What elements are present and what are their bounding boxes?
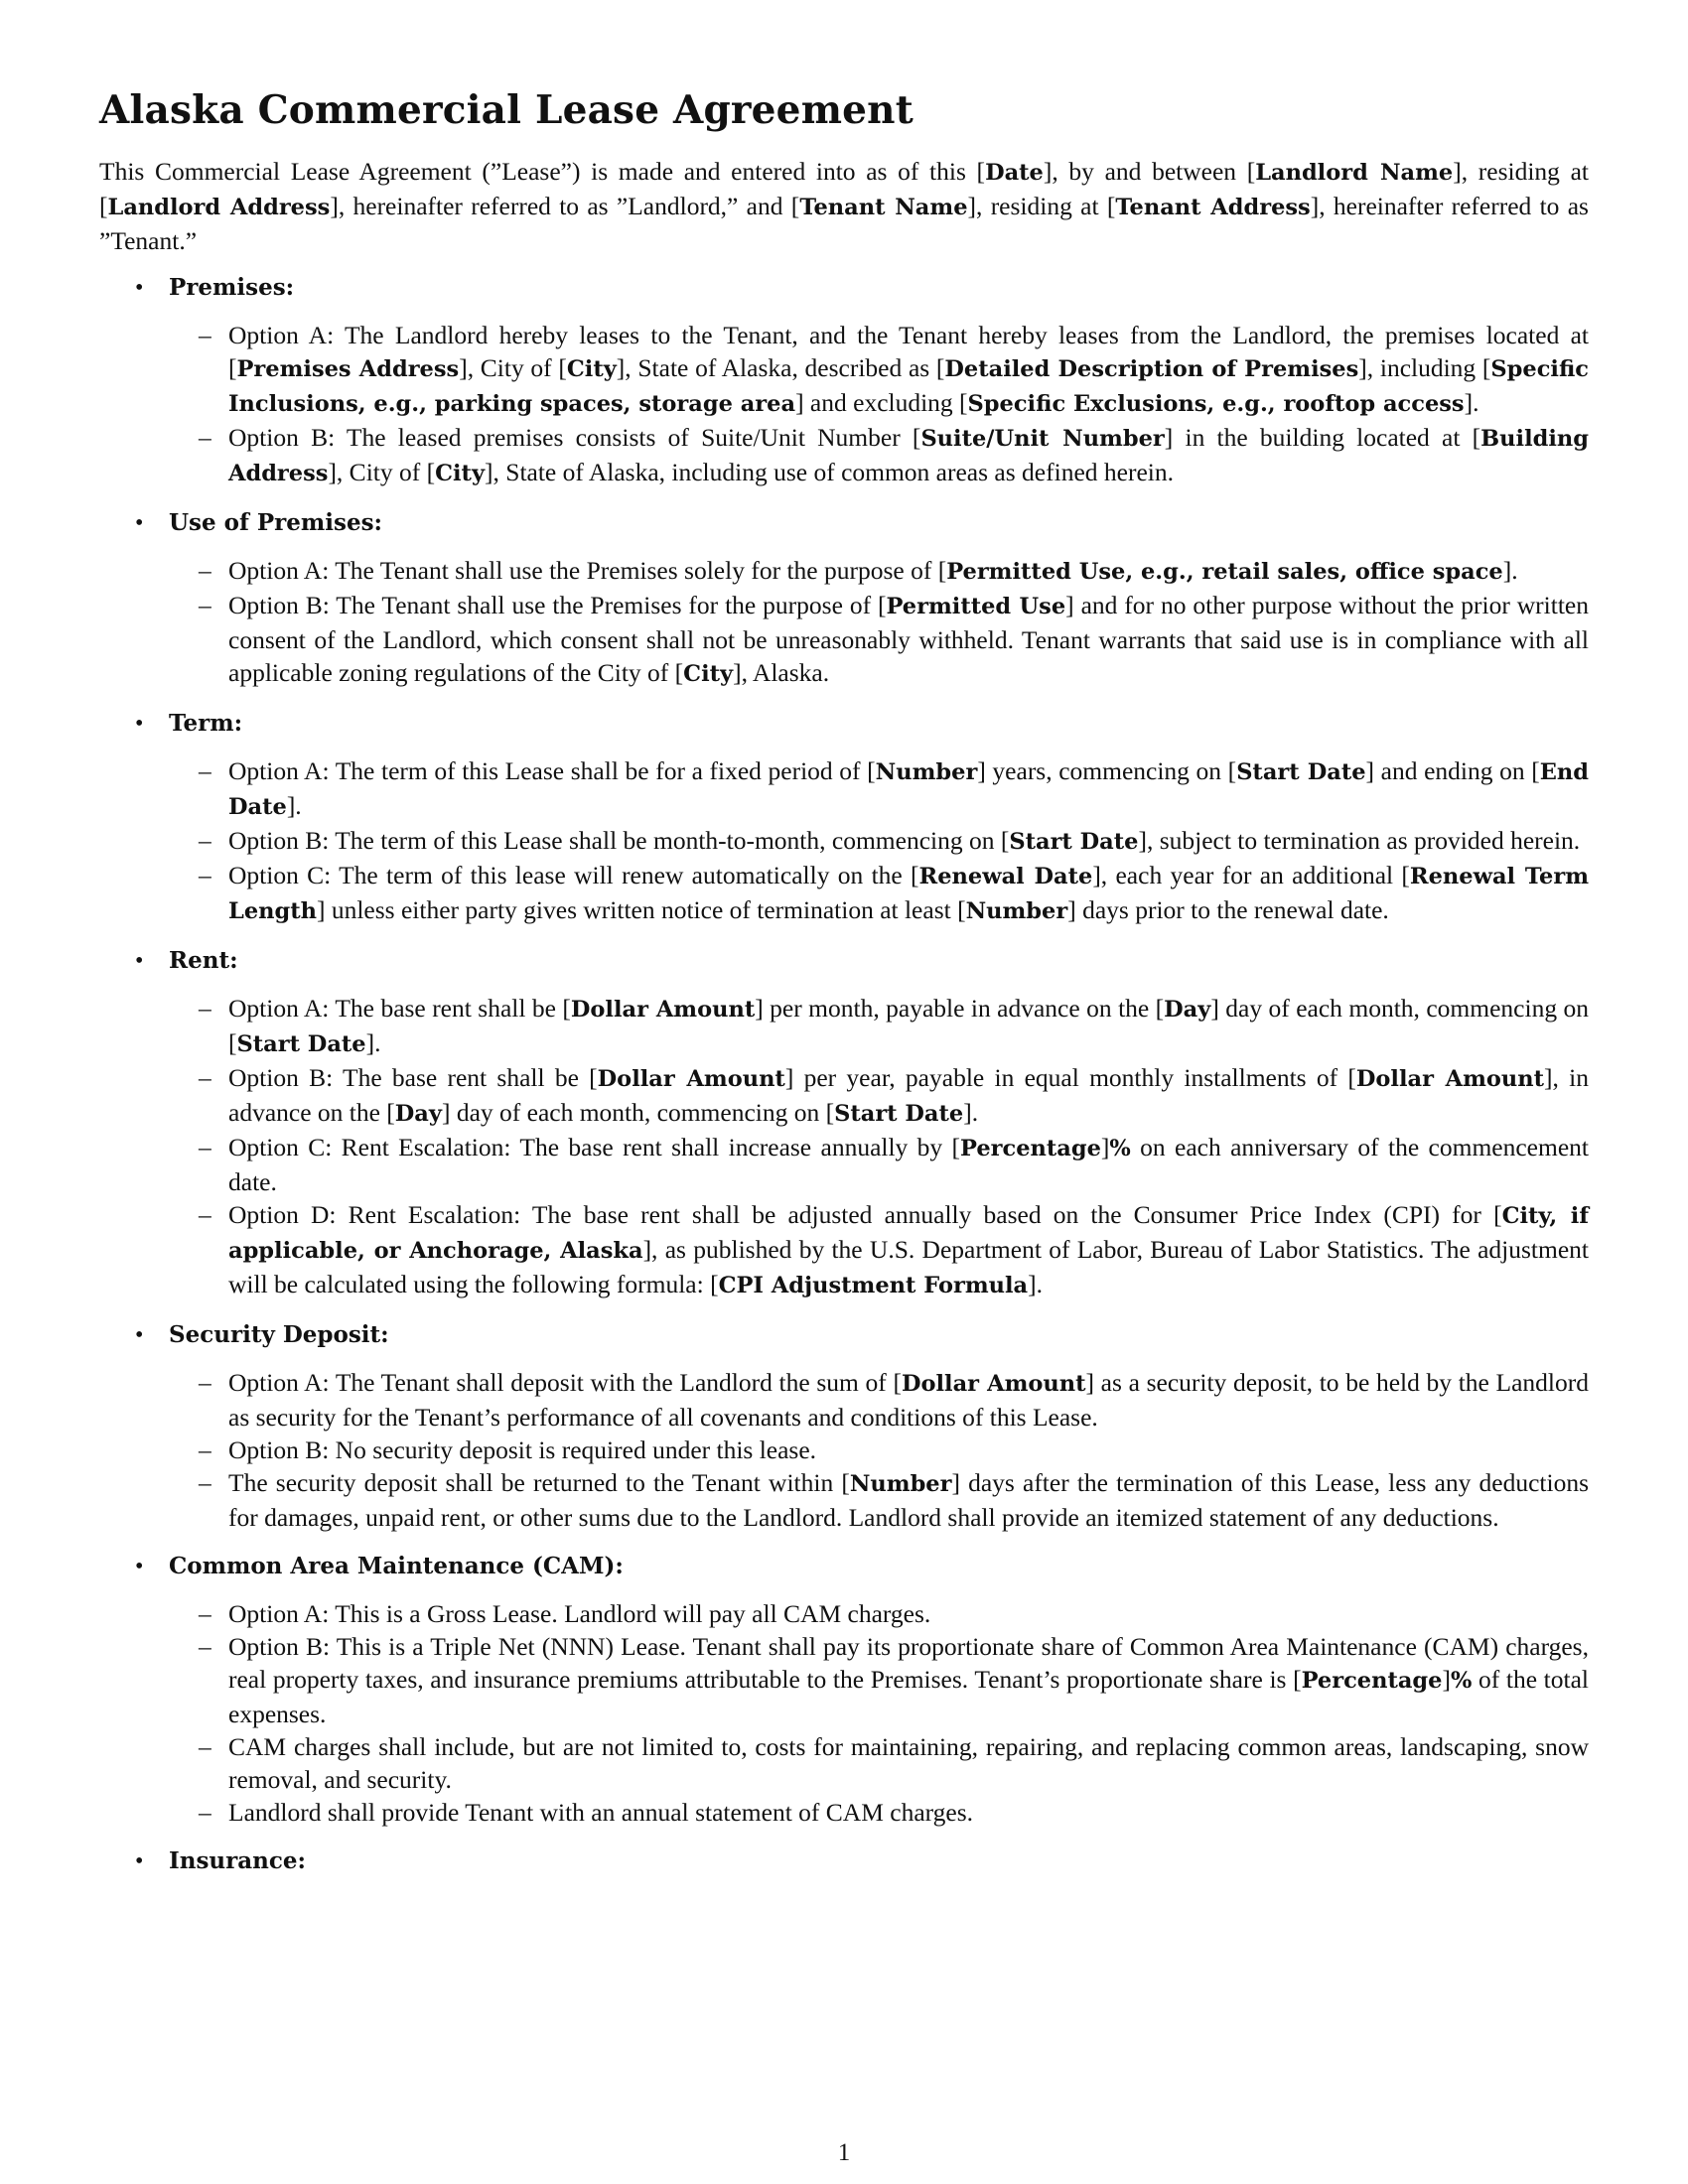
bullet-icon: •: [135, 510, 144, 536]
text-run: ], subject to termination as provided herein.: [1138, 826, 1581, 855]
clause-section: [99, 271, 1589, 490]
clause-option: [169, 1131, 1589, 1198]
placeholder-field: Number: [875, 759, 978, 785]
text-run: Option A: The Tenant shall deposit with the Landlord the sum of [: [228, 1368, 902, 1397]
text-run: Landlord shall provide Tenant with an annual statement of CAM charges.: [228, 1798, 974, 1827]
dash-icon: –: [199, 994, 211, 1023]
text-run: ] days prior to the renewal date.: [1067, 895, 1389, 924]
clause-option: [169, 1061, 1589, 1131]
text-run: ] in the building located at [: [1164, 423, 1481, 452]
clause-option: [169, 1466, 1589, 1534]
text-run: ] and for no other purpose without the prior written consent of the Landlord, which consent shall not be unreasonably withheld. Tenant warrants that said use is in compliance with all applicable zoning regulations of the City of [: [228, 591, 1590, 687]
text-run: ], by and between [: [1043, 157, 1256, 186]
bullet-icon: •: [135, 1554, 144, 1579]
text-run: ].: [1502, 556, 1518, 585]
dash-icon: –: [199, 1200, 211, 1229]
text-run: Option B: The Tenant shall use the Premises for the purpose of [: [228, 591, 887, 619]
text-run: ], as published by the U.S. Department of Labor, Bureau of Labor Statistics. The adjustment will be calculated using the following formula: [: [228, 1235, 1589, 1298]
text-run: Option B: The term of this Lease shall be month-to-month, commencing on [: [228, 826, 1010, 855]
placeholder-field: Renewal Term Length: [228, 864, 1590, 924]
text-run: The security deposit shall be returned to the Tenant within [: [228, 1468, 850, 1497]
clause-option: [169, 421, 1589, 490]
text-run: ].: [1028, 1270, 1043, 1298]
dash-icon: –: [199, 556, 211, 585]
placeholder-field: Dollar Amount: [597, 1066, 785, 1092]
placeholder-field: Start Date: [1009, 829, 1139, 855]
placeholder-field: Day: [1164, 997, 1211, 1023]
placeholder-field: Permitted Use, e.g., retail sales, office space: [946, 559, 1503, 585]
clause-option: [169, 859, 1589, 928]
placeholder-field: Tenant Name: [799, 195, 968, 220]
placeholder-field: %: [1450, 1668, 1473, 1694]
text-run: ], hereinafter referred to as ”Landlord,” and [: [330, 192, 800, 220]
clause-option: [169, 1433, 1589, 1466]
text-run: ], in advance on the [: [228, 1063, 1590, 1127]
text-run: ], including [: [1358, 353, 1491, 382]
option-list: [169, 554, 1589, 691]
placeholder-field: Landlord Address: [107, 195, 331, 220]
text-run: Option A: This is a Gross Lease. Landlord will pay all CAM charges.: [228, 1599, 931, 1628]
clause-option: [169, 319, 1589, 421]
text-run: ], hereinafter referred to as ”Tenant.”: [99, 192, 1589, 255]
text-run: Option B: No security deposit is required under this lease.: [228, 1435, 817, 1464]
text-run: Option B: This is a Triple Net (NNN) Lease. Tenant shall pay its proportionate share of Common Area Maintenance (CAM) charges, real property taxes, and insurance premiums attributable to the Premises. Tenant’s proportionate share is [: [228, 1632, 1589, 1694]
text-run: ]: [1442, 1665, 1451, 1694]
placeholder-field: Start Date: [236, 1031, 366, 1057]
clause-option: [169, 992, 1589, 1061]
placeholder-field: City: [566, 356, 617, 382]
placeholder-field: Number: [849, 1471, 952, 1497]
text-run: Option A: The Tenant shall use the Premises solely for the purpose of [: [228, 556, 947, 585]
dash-icon: –: [199, 423, 211, 452]
placeholder-field: Dollar Amount: [1355, 1066, 1545, 1092]
clause-option: [169, 754, 1589, 824]
option-list: [169, 1366, 1589, 1534]
text-run: This Commercial Lease Agreement (”Lease”) is made and entered into as of this [: [99, 157, 986, 186]
clause-option: [169, 1597, 1589, 1630]
placeholder-field: Day: [394, 1101, 442, 1127]
bullet-icon: •: [135, 1848, 144, 1874]
dash-icon: –: [199, 1798, 211, 1827]
clause-option: [169, 1198, 1589, 1302]
clause-option: [169, 1730, 1589, 1796]
text-run: ], residing at [: [99, 157, 1589, 220]
clause-list: [99, 271, 1589, 1877]
text-run: ] per year, payable in equal monthly installments of [: [784, 1063, 1356, 1092]
clause-heading: Use of Premises:: [169, 509, 383, 536]
placeholder-field: Specific Inclusions, e.g., parking spaces, storage area: [228, 356, 1590, 417]
text-run: ] per month, payable in advance on the [: [755, 994, 1165, 1023]
clause-heading: Common Area Maintenance (CAM):: [169, 1553, 624, 1579]
placeholder-field: Percentage: [1301, 1668, 1443, 1694]
bullet-icon: •: [135, 275, 144, 301]
document-page: [99, 87, 1589, 1893]
dash-icon: –: [199, 1468, 211, 1497]
clause-heading: Rent:: [169, 947, 238, 974]
placeholder-field: Landlord Name: [1255, 160, 1454, 186]
text-run: Option A: The term of this Lease shall be for a fixed period of [: [228, 756, 876, 785]
placeholder-field: Specific Exclusions, e.g., rooftop access: [967, 391, 1465, 417]
bullet-icon: •: [135, 711, 144, 737]
placeholder-field: CPI Adjustment Formula: [718, 1273, 1029, 1298]
text-run: ].: [286, 791, 302, 820]
text-run: ], State of Alaska, described as [: [616, 353, 945, 382]
placeholder-field: Building Address: [228, 426, 1589, 486]
clause-section: [99, 944, 1589, 1302]
text-run: ], City of [: [328, 458, 436, 486]
dash-icon: –: [199, 756, 211, 785]
text-run: ]: [1100, 1133, 1110, 1161]
text-run: Option C: The term of this lease will renew automatically on the [: [228, 861, 919, 889]
dash-icon: –: [199, 826, 211, 855]
placeholder-field: City: [435, 461, 486, 486]
text-run: Option D: Rent Escalation: The base rent shall be adjusted annually based on the Consumer Price Index (CPI) for [: [228, 1200, 1502, 1229]
placeholder-field: Date: [985, 160, 1044, 186]
clause-section: [99, 1318, 1589, 1534]
dash-icon: –: [199, 1632, 211, 1661]
option-list: [169, 754, 1589, 928]
placeholder-field: Tenant Address: [1115, 195, 1311, 220]
placeholder-field: Start Date: [1236, 759, 1366, 785]
text-run: Option B: The leased premises consists of Suite/Unit Number [: [228, 423, 921, 452]
text-run: ], residing at [: [967, 192, 1116, 220]
text-run: ] days after the termination of this Lease, less any deductions for damages, unpaid rent, or other sums due to the Landlord. Landlord shall provide an itemized statement of any deductions.: [228, 1468, 1590, 1532]
placeholder-field: Suite/Unit Number: [920, 426, 1165, 452]
placeholder-field: Dollar Amount: [570, 997, 756, 1023]
placeholder-field: Start Date: [834, 1101, 964, 1127]
text-run: CAM charges shall include, but are not limited to, costs for maintaining, repairing, and replacing common areas, landscaping, snow removal, and security.: [228, 1732, 1589, 1794]
dash-icon: –: [199, 1368, 211, 1397]
clause-heading: Security Deposit:: [169, 1321, 389, 1348]
text-run: on each anniversary of the commencement date.: [228, 1133, 1589, 1196]
text-run: ] and ending on [: [1365, 756, 1540, 785]
clause-heading: Term:: [169, 710, 243, 737]
option-list: [169, 1597, 1589, 1829]
dash-icon: –: [199, 1133, 211, 1161]
clause-option: [169, 1630, 1589, 1730]
placeholder-field: City: [683, 661, 734, 687]
text-run: ] years, commencing on [: [977, 756, 1237, 785]
page-number: 1: [837, 2139, 851, 2166]
bullet-icon: •: [135, 1322, 144, 1348]
clause-option: [169, 1796, 1589, 1829]
dash-icon: –: [199, 861, 211, 889]
bullet-icon: •: [135, 948, 144, 974]
placeholder-field: Detailed Description of Premises: [944, 356, 1359, 382]
clause-section: [99, 1844, 1589, 1877]
placeholder-field: Number: [965, 898, 1068, 924]
clause-section: [99, 506, 1589, 691]
text-run: of the total expenses.: [228, 1665, 1590, 1728]
dash-icon: –: [199, 591, 211, 619]
clause-heading: Insurance:: [169, 1847, 307, 1874]
placeholder-field: Percentage: [960, 1136, 1101, 1161]
placeholder-field: Dollar Amount: [901, 1371, 1086, 1397]
placeholder-field: Premises Address: [236, 356, 460, 382]
text-run: ], State of Alaska, including use of common areas as defined herein.: [485, 458, 1174, 486]
intro-paragraph: [99, 155, 1589, 257]
clause-section: [99, 707, 1589, 928]
dash-icon: –: [199, 1732, 211, 1761]
clause-option: [169, 554, 1589, 589]
text-run: ], Alaska.: [733, 658, 830, 687]
placeholder-field: Renewal Date: [918, 864, 1093, 889]
placeholder-field: %: [1109, 1136, 1131, 1161]
document-title: Alaska Commercial Lease Agreement: [99, 87, 914, 133]
placeholder-field: City, if applicable, or Anchorage, Alaska: [228, 1203, 1589, 1264]
dash-icon: –: [199, 1435, 211, 1464]
placeholder-field: Permitted Use: [886, 594, 1066, 619]
clause-heading: Premises:: [169, 274, 295, 301]
text-run: Option B: The base rent shall be [: [228, 1063, 598, 1092]
text-run: ], each year for an additional [: [1092, 861, 1410, 889]
dash-icon: –: [199, 321, 211, 349]
text-run: ], City of [: [459, 353, 567, 382]
text-run: ].: [365, 1028, 381, 1057]
text-run: ] and excluding [: [795, 388, 968, 417]
text-run: Option A: The base rent shall be [: [228, 994, 571, 1023]
text-run: ] day of each month, commencing on [: [441, 1098, 835, 1127]
clause-option: [169, 1366, 1589, 1433]
text-run: Option A: The Landlord hereby leases to the Tenant, and the Tenant hereby leases from the Landlord, the premises located at [: [228, 321, 1589, 382]
clause-option: [169, 589, 1589, 691]
dash-icon: –: [199, 1063, 211, 1092]
dash-icon: –: [199, 1599, 211, 1628]
text-run: ].: [963, 1098, 979, 1127]
option-list: [169, 992, 1589, 1302]
clause-option: [169, 824, 1589, 859]
text-run: ] day of each month, commencing on [: [228, 994, 1590, 1057]
text-run: ] unless either party gives written notice of termination at least [: [316, 895, 966, 924]
option-list: [169, 319, 1589, 490]
text-run: Option C: Rent Escalation: The base rent shall increase annually by [: [228, 1133, 961, 1161]
text-run: ].: [1464, 388, 1479, 417]
clause-section: [99, 1550, 1589, 1829]
text-run: ] as a security deposit, to be held by the Landlord as security for the Tenant’s performance of all covenants and conditions of this Lease.: [228, 1368, 1589, 1432]
placeholder-field: End Date: [228, 759, 1589, 820]
